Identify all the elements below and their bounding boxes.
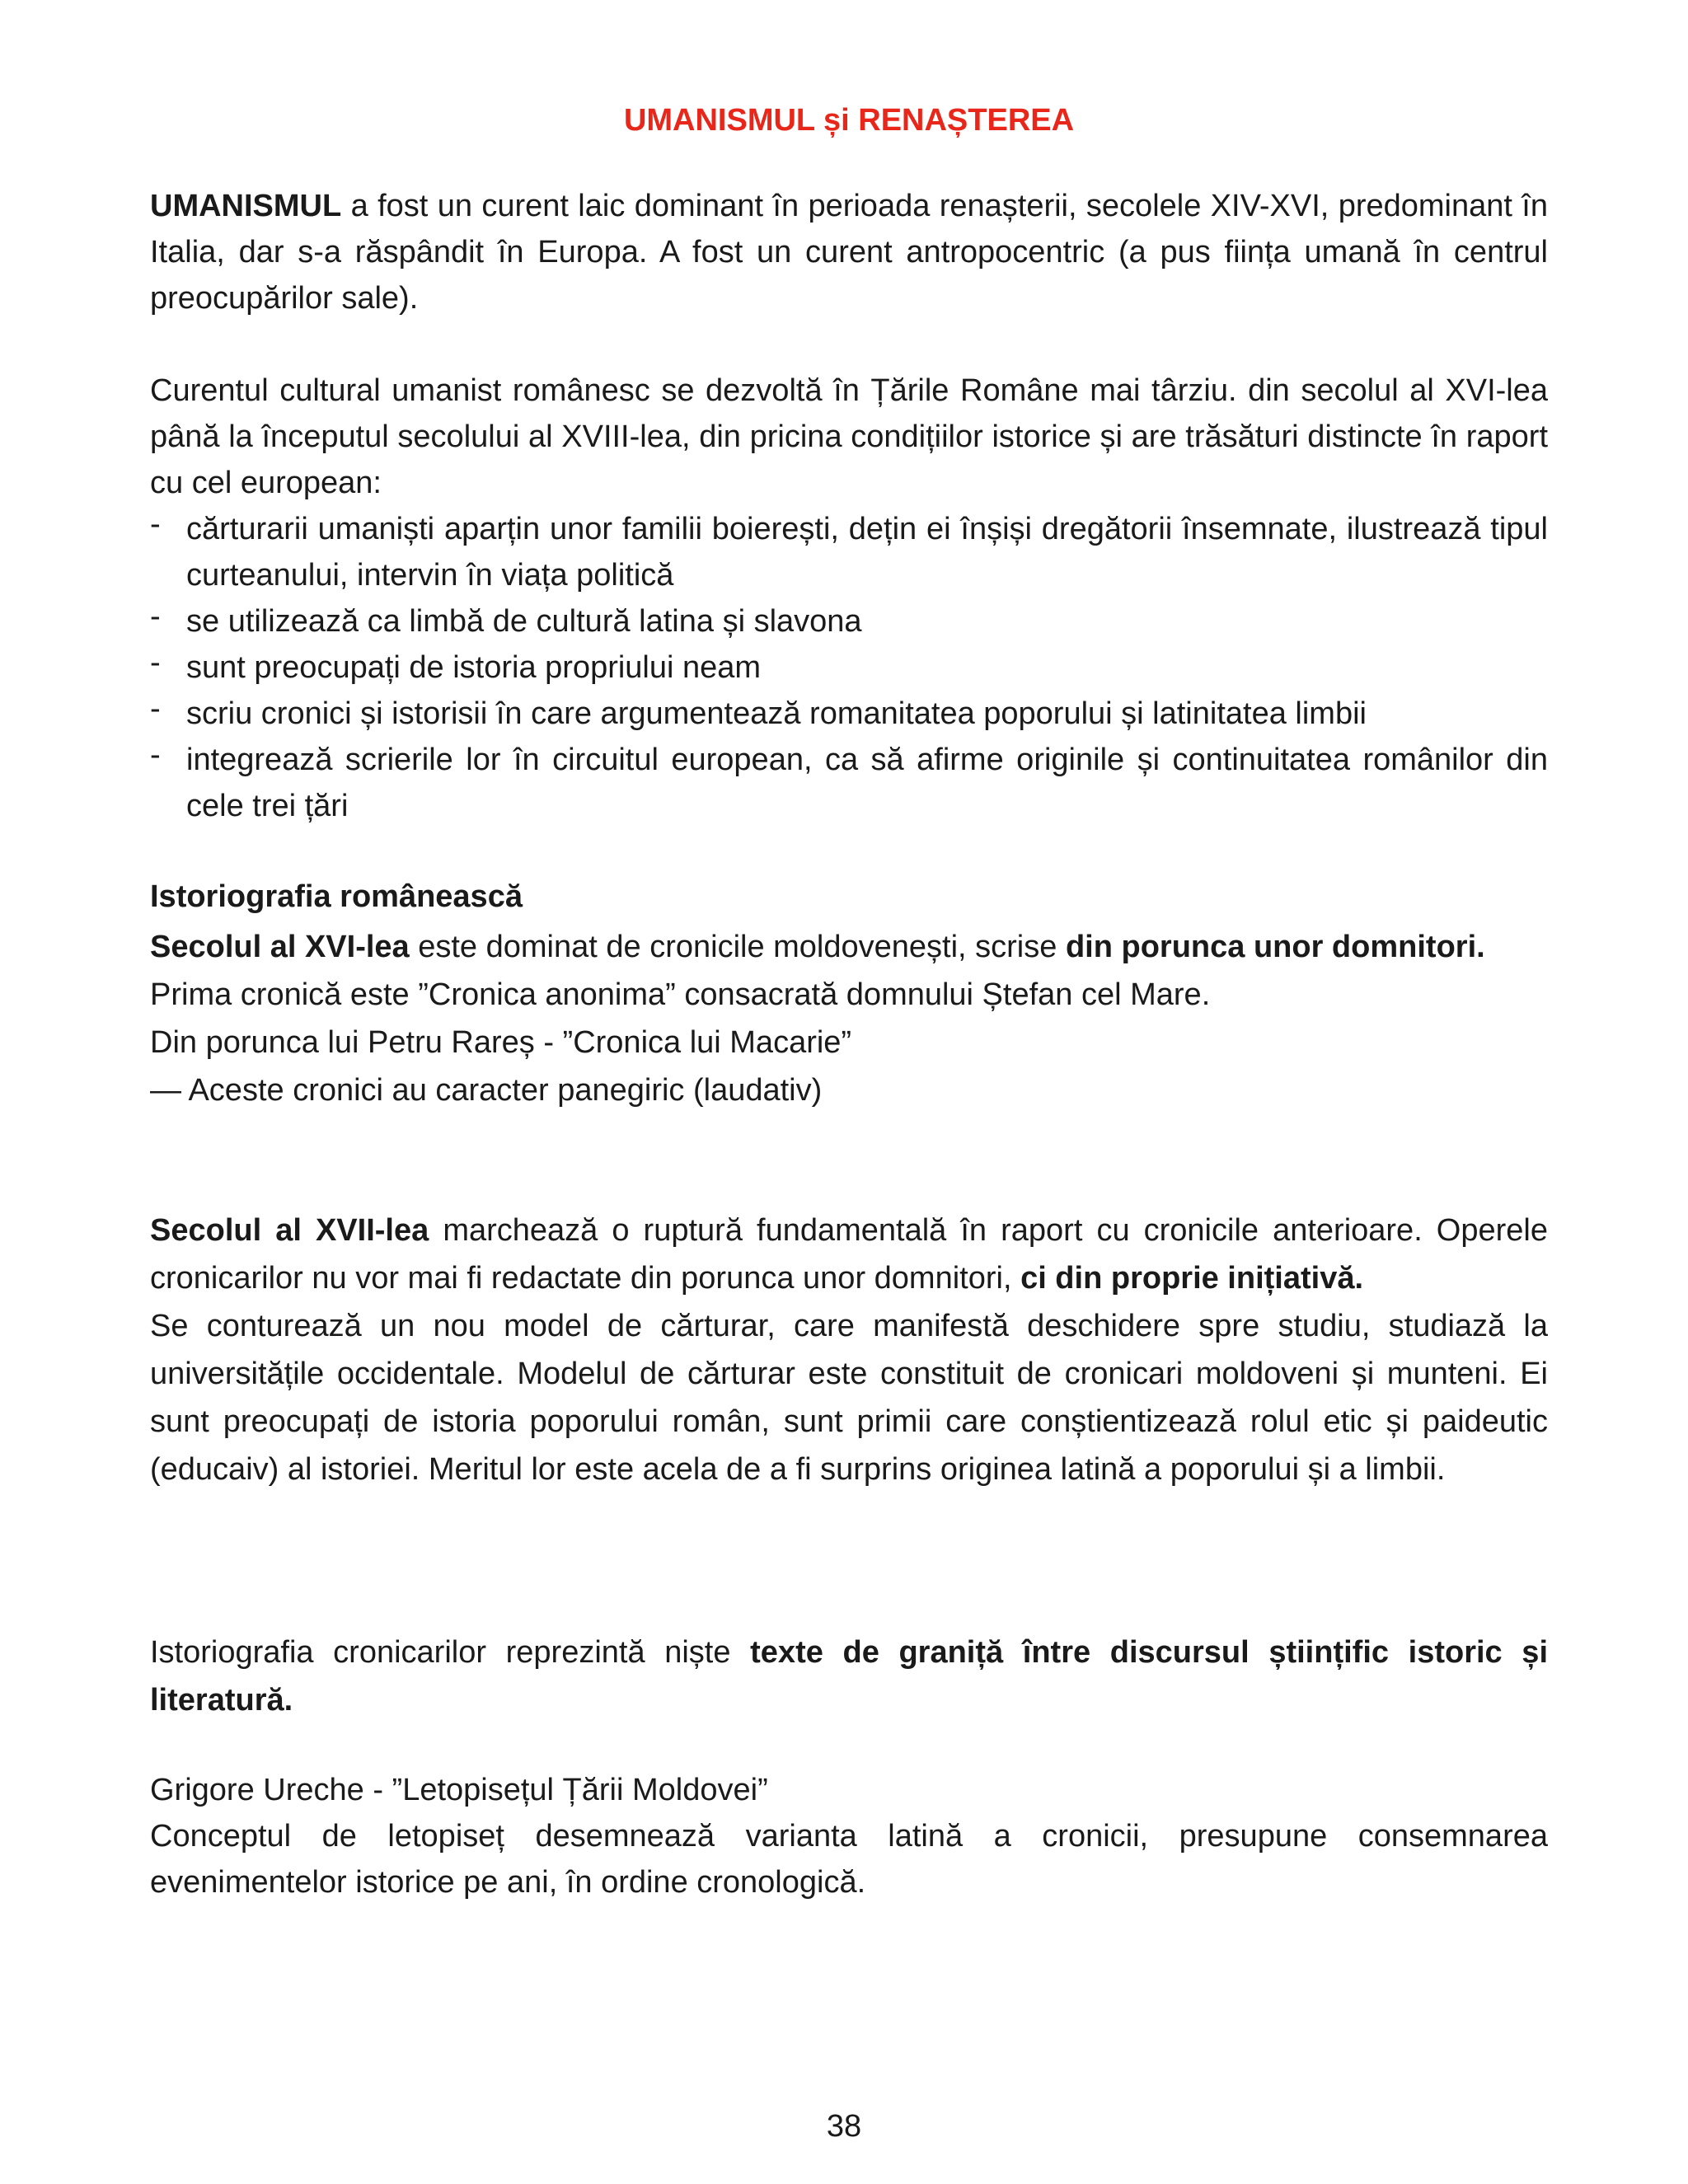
section-heading-istoriografia: Istoriografia românească <box>150 879 523 914</box>
list-item: - integrează scrierile lor în circuitul european, ca să afirme originile și continuitatea românilor din cele trei țări <box>150 737 1548 829</box>
text-line: Prima cronică este ”Cronica anonima” consacrată domnului Ștefan cel Mare. <box>150 977 1211 1012</box>
paragraph-secolul-xvi: Secolul al XVI-lea este dominat de cronicile moldovenești, scrise din porunca unor domnitori. <box>150 930 1485 964</box>
dash-bullet-icon: - <box>150 599 161 634</box>
paragraph-carturar: Se conturează un nou model de cărturar, care manifestă deschidere spre studiu, studiază la universitățile occidentale. Modelul de cărturar este constituit de cronicari moldoveni și munteni. Ei sunt preocupați de istoria poporului român, sunt primii care conștientizează rolul etic și paideutic (educaiv) al istoriei. Meritul lor este acela de a fi surprins originea latină a poporului și a limbii. <box>150 1309 1548 1487</box>
page-number: 38 <box>826 2109 862 2144</box>
list-item: - scriu cronici și istorisii în care argumentează romanitatea poporului și latinitatea limbii <box>150 691 1548 737</box>
emphasis-porunca: din porunca unor domnitori. <box>1065 930 1485 964</box>
text-line: — Aceste cronici au caracter panegiric (laudativ) <box>150 1073 823 1108</box>
dash-bullet-icon: - <box>150 691 161 726</box>
term-secolul-xvi: Secolul al XVI-lea <box>150 930 410 964</box>
section-ureche <box>150 1767 1548 1905</box>
list-item: - sunt preocupați de istoria propriului neam <box>150 644 1548 691</box>
list-item: - se utilizează ca limbă de cultură latina și slavona <box>150 598 1548 644</box>
page-title: UMANISMUL și RENAȘTEREA <box>623 103 1075 138</box>
text-line: Grigore Ureche - ”Letopisețul Țării Moldovei” <box>150 1773 768 1807</box>
paragraph-letopiset: Conceptul de letopiseț desemnează varianta latină a cronicii, presupune consemnarea evenimentelor istorice pe ani, în ordine cronologică. <box>150 1819 1548 1900</box>
section-secolul-xvi <box>150 923 1548 1114</box>
term-umanismul: UMANISMUL <box>150 189 342 223</box>
dash-bullet-icon: - <box>150 507 161 541</box>
emphasis-initiativa: ci din proprie inițiativă. <box>1020 1261 1364 1296</box>
paragraph-umanismul <box>150 183 1548 321</box>
list-item: - cărturarii umaniști aparțin unor familii boierești, dețin ei înșiși dregătorii însemnate, ilustrează tipul curteanului, intervin în viața politică <box>150 506 1548 598</box>
paragraph-curent-romanesc: Curentul cultural umanist românesc se dezvoltă în Țările Române mai târziu. din secolul al XVI-lea până la începutul secolului al XVIII-lea, din pricina condițiilor istorice și are trăsături distincte în raport cu cel european: <box>150 373 1548 500</box>
section-secolul-xvii <box>150 1207 1548 1493</box>
text-line: Din porunca lui Petru Rareș - ”Cronica lui Macarie” <box>150 1025 852 1060</box>
emphasis-texte-granita: texte de graniță între discursul științific istoric și literatură. <box>150 1635 1548 1718</box>
dash-bullet-icon: - <box>150 738 161 772</box>
paragraph-text: a fost un curent laic dominant în perioada renașterii, secolele XIV-XVI, predominant în Italia, dar s-a răspândit în Europa. A fost un curent antropocentric (a pus ființa umană în centrul preocupărilor sale). <box>150 189 1548 316</box>
term-secolul-xvii: Secolul al XVII-lea <box>150 1213 429 1248</box>
bullet-list <box>150 506 1548 829</box>
paragraph-secolul-xvii: Secolul al XVII-lea marchează o ruptură fundamentală în raport cu cronicile anterioare. Operele cronicarilor nu vor mai fi redactate din porunca unor domnitori, ci din proprie inițiativă. <box>150 1213 1548 1296</box>
dash-bullet-icon: - <box>150 645 161 680</box>
paragraph-granita: Istoriografia cronicarilor reprezintă niște texte de graniță între discursul științific istoric și literatură. <box>150 1635 1548 1718</box>
